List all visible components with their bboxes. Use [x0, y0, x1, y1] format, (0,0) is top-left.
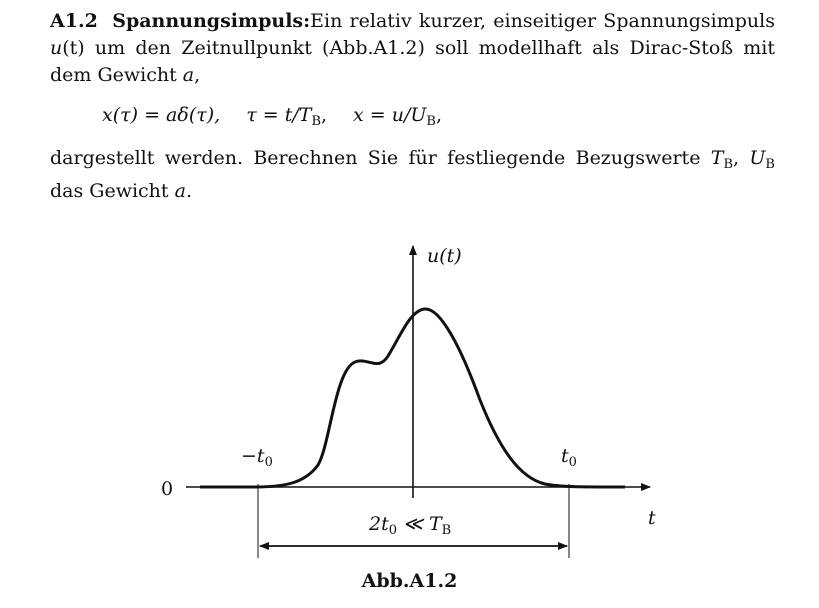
neg-t0-main: −t — [241, 445, 265, 467]
equation-part2-end: , — [321, 104, 328, 126]
equation-part1: x(τ) = aδ(τ), — [102, 104, 221, 126]
neg-t0-label — [241, 445, 273, 470]
x-axis-label: t — [648, 507, 656, 529]
para2-mid: das Gewicht — [50, 180, 175, 202]
para2-T: T — [710, 147, 724, 169]
width-label-main: 2t — [369, 513, 389, 535]
para1-intro: Ein relativ kurzer, einseitiger Spannungsimpuls — [310, 10, 775, 32]
equation-part3: x = u/U — [353, 104, 427, 126]
equation-part3-end: , — [435, 104, 443, 126]
para1-weight: a — [182, 64, 195, 86]
width-label — [368, 513, 451, 538]
para1-end: , — [194, 64, 201, 86]
para2-T-sub: B — [723, 157, 734, 172]
width-label-rel: ≪ T — [397, 513, 442, 535]
width-label-rel-sub: B — [441, 523, 452, 538]
y-axis-label: u(t) — [427, 245, 462, 267]
problem-title: Spannungsimpuls: — [112, 10, 311, 32]
para2-U: U — [749, 147, 766, 169]
para2-U-sub: B — [765, 157, 775, 172]
equation-part3-sub: B — [426, 114, 436, 129]
equation-part2: τ = t/T — [246, 104, 312, 126]
para1-arg: (t) — [62, 37, 85, 59]
para2-intro: dargestellt werden. Berechnen Sie für festliegende Bezugswerte — [50, 147, 711, 169]
para1-mid: um den Zeitnullpunkt (Abb.A1.2) soll modellhaft als Dirac-Stoß mit dem Gewicht — [50, 37, 775, 86]
para2-weight: a — [174, 180, 186, 202]
width-label-sub: 0 — [388, 523, 398, 538]
figure-caption: Abb.A1.2 — [361, 570, 458, 592]
para2-end: . — [185, 180, 192, 202]
origin-label: 0 — [161, 478, 174, 500]
para1-var: u — [50, 37, 63, 59]
equation-part2-sub: B — [311, 114, 321, 129]
para2-comma: , — [733, 147, 750, 169]
pos-t0-sub: 0 — [568, 455, 577, 470]
problem-number: A1.2 — [50, 10, 98, 32]
pos-t0-main: t — [561, 445, 569, 467]
pos-t0-label — [561, 445, 577, 470]
neg-t0-sub: 0 — [264, 455, 273, 470]
